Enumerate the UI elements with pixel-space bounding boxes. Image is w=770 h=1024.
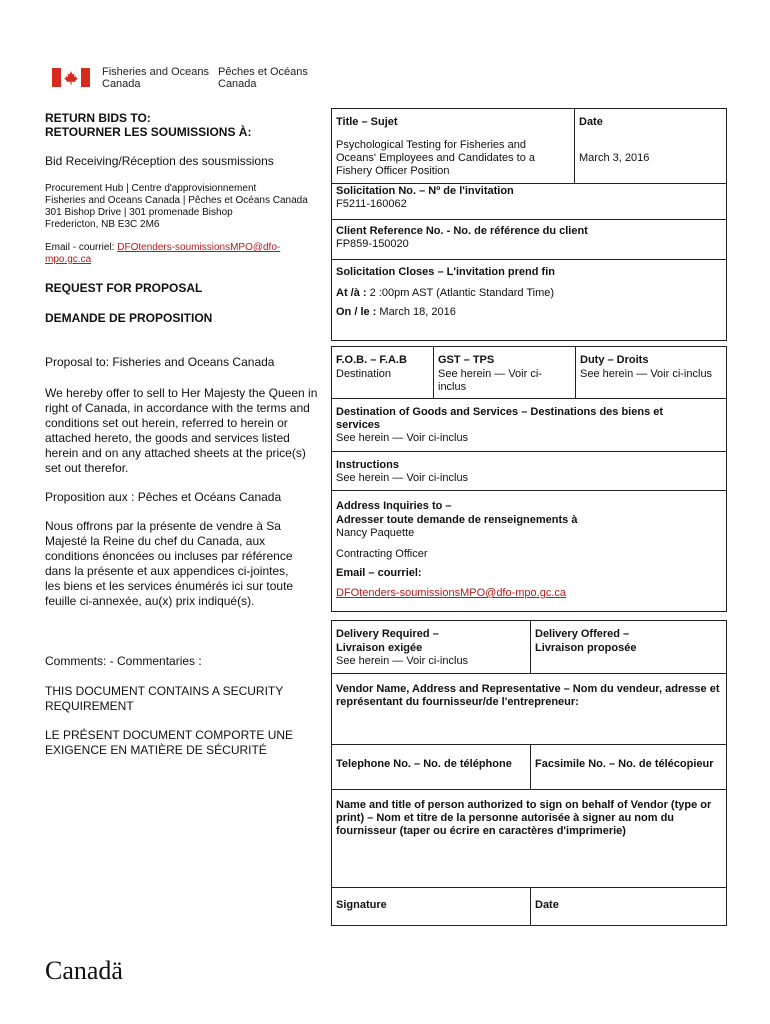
- comments-label: Comments: - Commentaries :: [45, 654, 202, 668]
- inquiries-email: [332, 585, 726, 602]
- delivery-required-label-en: Delivery Required –: [336, 628, 439, 640]
- gst-value: See herein — Voir ci-inclus: [438, 368, 542, 393]
- offer-text-fr: Nous offrons par la présente de vendre à Sa Majesté la Reine du chef du Canada, aux conditions énoncées ou incluses par référence dans la présente et aux appendices ci-jointes, les biens et les services énumérés ici sur toute feuille ci-annexée, au(x) prix indiqué(s).: [45, 519, 294, 608]
- department-name-fr-line2: Canada: [218, 78, 257, 90]
- offer-text-en: We hereby offer to sell to Her Majesty the Queen in right of Canada, in accordance with the terms and conditions set out herein, referred to herein or attached hereto, the goods and services listed herein and on any attached sheets at the price(s) set out therefor.: [45, 386, 318, 475]
- return-bids-en: RETURN BIDS TO:: [45, 111, 151, 125]
- canada-flag-icon: [52, 68, 90, 87]
- closing-time-label: At /à :: [336, 287, 367, 299]
- authorized-person-label: Name and title of person authorized to sign on behalf of Vendor (type or print) – Nom et titre de la personne autorisée à signer au nom du fournisseur (taper ou écrire en caractères d'imprimerie): [336, 799, 712, 837]
- address-line: Fredericton, NB E3C 2M6: [45, 219, 160, 230]
- destination-value: See herein — Voir ci-inclus: [336, 432, 469, 444]
- security-notice-en: THIS DOCUMENT CONTAINS A SECURITY REQUIREMENT: [45, 684, 284, 713]
- signature-label: Signature: [336, 899, 387, 911]
- client-reference-label: Client Reference No. - No. de référence du client: [336, 225, 588, 237]
- department-name-en-line2: Canada: [102, 78, 141, 90]
- closing-time-value: 2 :00pm AST (Atlantic Standard Time): [369, 287, 555, 299]
- address-line: Procurement Hub | Centre d'approvisionnement: [45, 183, 257, 194]
- address-line: Fisheries and Oceans Canada | Pêches et Océans Canada: [45, 195, 308, 206]
- inquiries-email-label: Email – courriel:: [336, 567, 422, 579]
- telephone-label: Telephone No. – No. de téléphone: [336, 758, 512, 770]
- date-label: Date: [579, 116, 603, 128]
- security-notice-fr: LE PRÉSENT DOCUMENT COMPORTE UNE EXIGENCE EN MATIÈRE DE SÉCURITÉ: [45, 728, 294, 757]
- fob-label: F.O.B. – F.A.B: [336, 354, 407, 366]
- inquiries-email-link[interactable]: DFOtenders-soumissionsMPO@dfo-mpo.gc.ca: [336, 587, 567, 599]
- email-link[interactable]: DFOtenders-soumissionsMPO@dfo-mpo.gc.ca: [45, 242, 281, 265]
- rfp-title-en: REQUEST FOR PROPOSAL: [45, 281, 203, 295]
- delivery-offered-label-fr: Livraison proposée: [535, 642, 637, 654]
- rfp-title-fr: DEMANDE DE PROPOSITION: [45, 311, 213, 325]
- fob-value: Destination: [336, 368, 392, 380]
- delivery-offered-label-en: Delivery Offered –: [535, 628, 630, 640]
- signature-date-label: Date: [535, 899, 559, 911]
- delivery-terms-block: [331, 346, 727, 612]
- instructions-label: Instructions: [336, 459, 399, 471]
- closing-date-value: March 18, 2016: [379, 306, 456, 318]
- bid-receiving: Bid Receiving/Réception des sousmissions: [45, 154, 274, 168]
- address-line: 301 Bishop Drive | 301 promenade Bishop: [45, 207, 233, 218]
- inquiries-role: Contracting Officer: [336, 548, 428, 560]
- duty-label: Duty – Droits: [580, 354, 649, 366]
- government-header: [52, 66, 352, 92]
- title-label: Title – Sujet: [336, 116, 398, 128]
- inquiries-label-fr: Adresser toute demande de renseignements à: [336, 514, 578, 526]
- closing-date: [332, 304, 726, 321]
- client-reference-value: FP859-150020: [336, 238, 409, 250]
- department-name-en-line1: Fisheries and Oceans: [102, 66, 209, 78]
- inquiries-label-en: Address Inquiries to –: [336, 500, 452, 512]
- solicitation-number-label: Solicitation No. – Nº de l'invitation: [336, 185, 514, 197]
- destination-label: Destination of Goods and Services – Destinations des biens et services: [336, 406, 664, 431]
- canada-wordmark: Canadä: [45, 956, 123, 985]
- solicitation-closes-label: Solicitation Closes – L'invitation prend fin: [336, 266, 555, 278]
- instructions-value: See herein — Voir ci-inclus: [336, 472, 469, 484]
- department-name-en: [102, 66, 209, 90]
- return-address: [45, 183, 335, 231]
- duty-value: See herein — Voir ci-inclus: [580, 368, 713, 380]
- department-name-fr: [218, 66, 308, 90]
- email-label: Email - courriel:: [45, 242, 118, 253]
- closing-time: [332, 285, 726, 302]
- closing-date-label: On / le :: [336, 306, 377, 318]
- gst-label: GST – TPS: [438, 354, 495, 366]
- proposition-aux: Proposition aux : Pêches et Océans Canada: [45, 490, 282, 504]
- proposal-to: Proposal to: Fisheries and Oceans Canada: [45, 355, 275, 369]
- return-bids-fr: RETOURNER LES SOUMISSIONS À:: [45, 125, 252, 139]
- title-value: Psychological Testing for Fisheries and Oceans' Employees and Candidates to a Fishery Officer Position: [336, 139, 535, 177]
- solicitation-number-value: F5211-160062: [336, 198, 407, 210]
- return-bids-heading: [45, 111, 323, 139]
- date-value: March 3, 2016: [579, 152, 650, 164]
- delivery-required-label-fr: Livraison exigée: [336, 642, 423, 654]
- solicitation-info-block: [331, 108, 727, 341]
- vendor-label: Vendor Name, Address and Representative – Nom du vendeur, adresse et représentant du fournisseur/de l'entrepreneur:: [336, 683, 720, 708]
- delivery-required-value: See herein — Voir ci-inclus: [336, 655, 469, 667]
- return-email: [45, 242, 295, 266]
- inquiries-name: Nancy Paquette: [336, 527, 415, 539]
- fax-label: Facsimile No. – No. de télécopieur: [535, 758, 714, 770]
- department-name-fr-line1: Pêches et Océans: [218, 66, 308, 78]
- vendor-block: [331, 620, 727, 926]
